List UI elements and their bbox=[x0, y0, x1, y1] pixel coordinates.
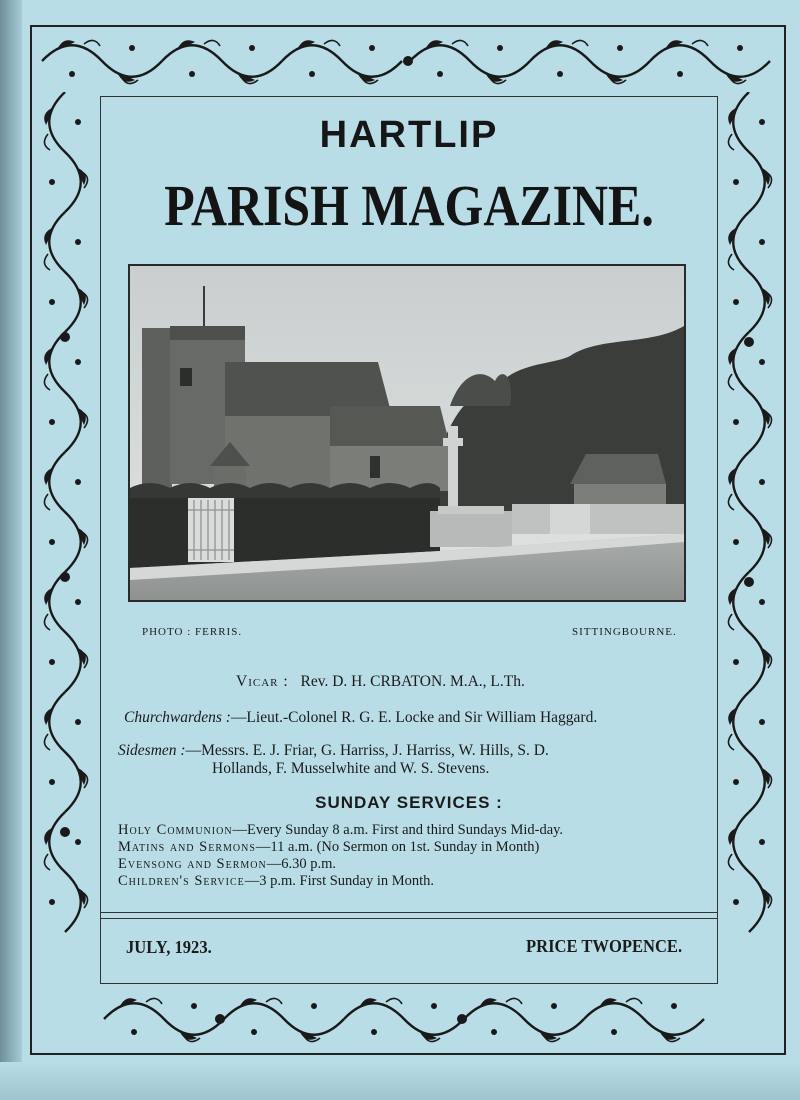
masthead-hartlip: HARTLIP bbox=[319, 114, 499, 156]
vicar-line bbox=[236, 673, 525, 691]
vicar-name: Rev. D. H. CRBATON. M.A., L.Th. bbox=[300, 673, 525, 690]
sunday-services-heading: SUNDAY SERVICES : bbox=[315, 793, 503, 812]
top-floral-ornament bbox=[34, 30, 782, 92]
issue-date: JULY, 1923. bbox=[126, 937, 212, 957]
service-name: Evensong and Sermon bbox=[118, 856, 267, 872]
service-item-holy-communion bbox=[118, 822, 563, 839]
churchwardens-label: Churchwardens : bbox=[124, 709, 231, 726]
church-photo-illustration bbox=[130, 266, 684, 600]
footer-rule-top bbox=[100, 912, 718, 913]
service-item-evensong bbox=[118, 856, 336, 873]
sidesmen-names-1: —Messrs. E. J. Friar, G. Harriss, J. Harriss, W. Hills, S. D. bbox=[185, 742, 549, 759]
photo-credit-left: PHOTO : FERRIS. bbox=[142, 626, 243, 638]
sidesmen-line-1 bbox=[118, 742, 549, 760]
vicar-label: Vicar : bbox=[236, 673, 289, 690]
masthead-parish-magazine: PARISH MAGAZINE. bbox=[164, 173, 654, 238]
photo-credit-right: SITTINGBOURNE. bbox=[572, 626, 677, 638]
service-detail: —6.30 p.m. bbox=[266, 856, 337, 872]
service-detail: —3 p.m. First Sunday in Month. bbox=[244, 873, 435, 889]
churchwardens-names: —Lieut.-Colonel R. G. E. Locke and Sir William Haggard. bbox=[230, 709, 598, 726]
bottom-floral-ornament bbox=[34, 988, 782, 1050]
right-floral-ornament bbox=[718, 92, 780, 988]
sidesmen-label: Sidesmen : bbox=[118, 742, 186, 759]
service-name: Matins and Sermons bbox=[118, 839, 256, 855]
page-spine-shadow bbox=[0, 0, 22, 1100]
service-name: Holy Communion bbox=[118, 822, 233, 838]
churchwardens-line bbox=[124, 709, 597, 727]
footer-rule-bottom bbox=[100, 918, 718, 919]
service-detail: —11 a.m. (No Sermon on 1st. Sunday in Month) bbox=[255, 839, 540, 855]
service-item-childrens bbox=[118, 873, 434, 890]
sidesmen-names-2: Hollands, F. Musselwhite and W. S. Stevens. bbox=[212, 760, 490, 777]
price: PRICE TWOPENCE. bbox=[526, 936, 683, 956]
page-bottom-edge bbox=[0, 1062, 800, 1100]
left-floral-ornament bbox=[34, 92, 96, 988]
church-photograph bbox=[128, 264, 686, 602]
service-detail: —Every Sunday 8 a.m. First and third Sundays Mid-day. bbox=[232, 822, 564, 838]
service-item-matins bbox=[118, 839, 539, 856]
service-name: Children's Service bbox=[118, 873, 245, 889]
